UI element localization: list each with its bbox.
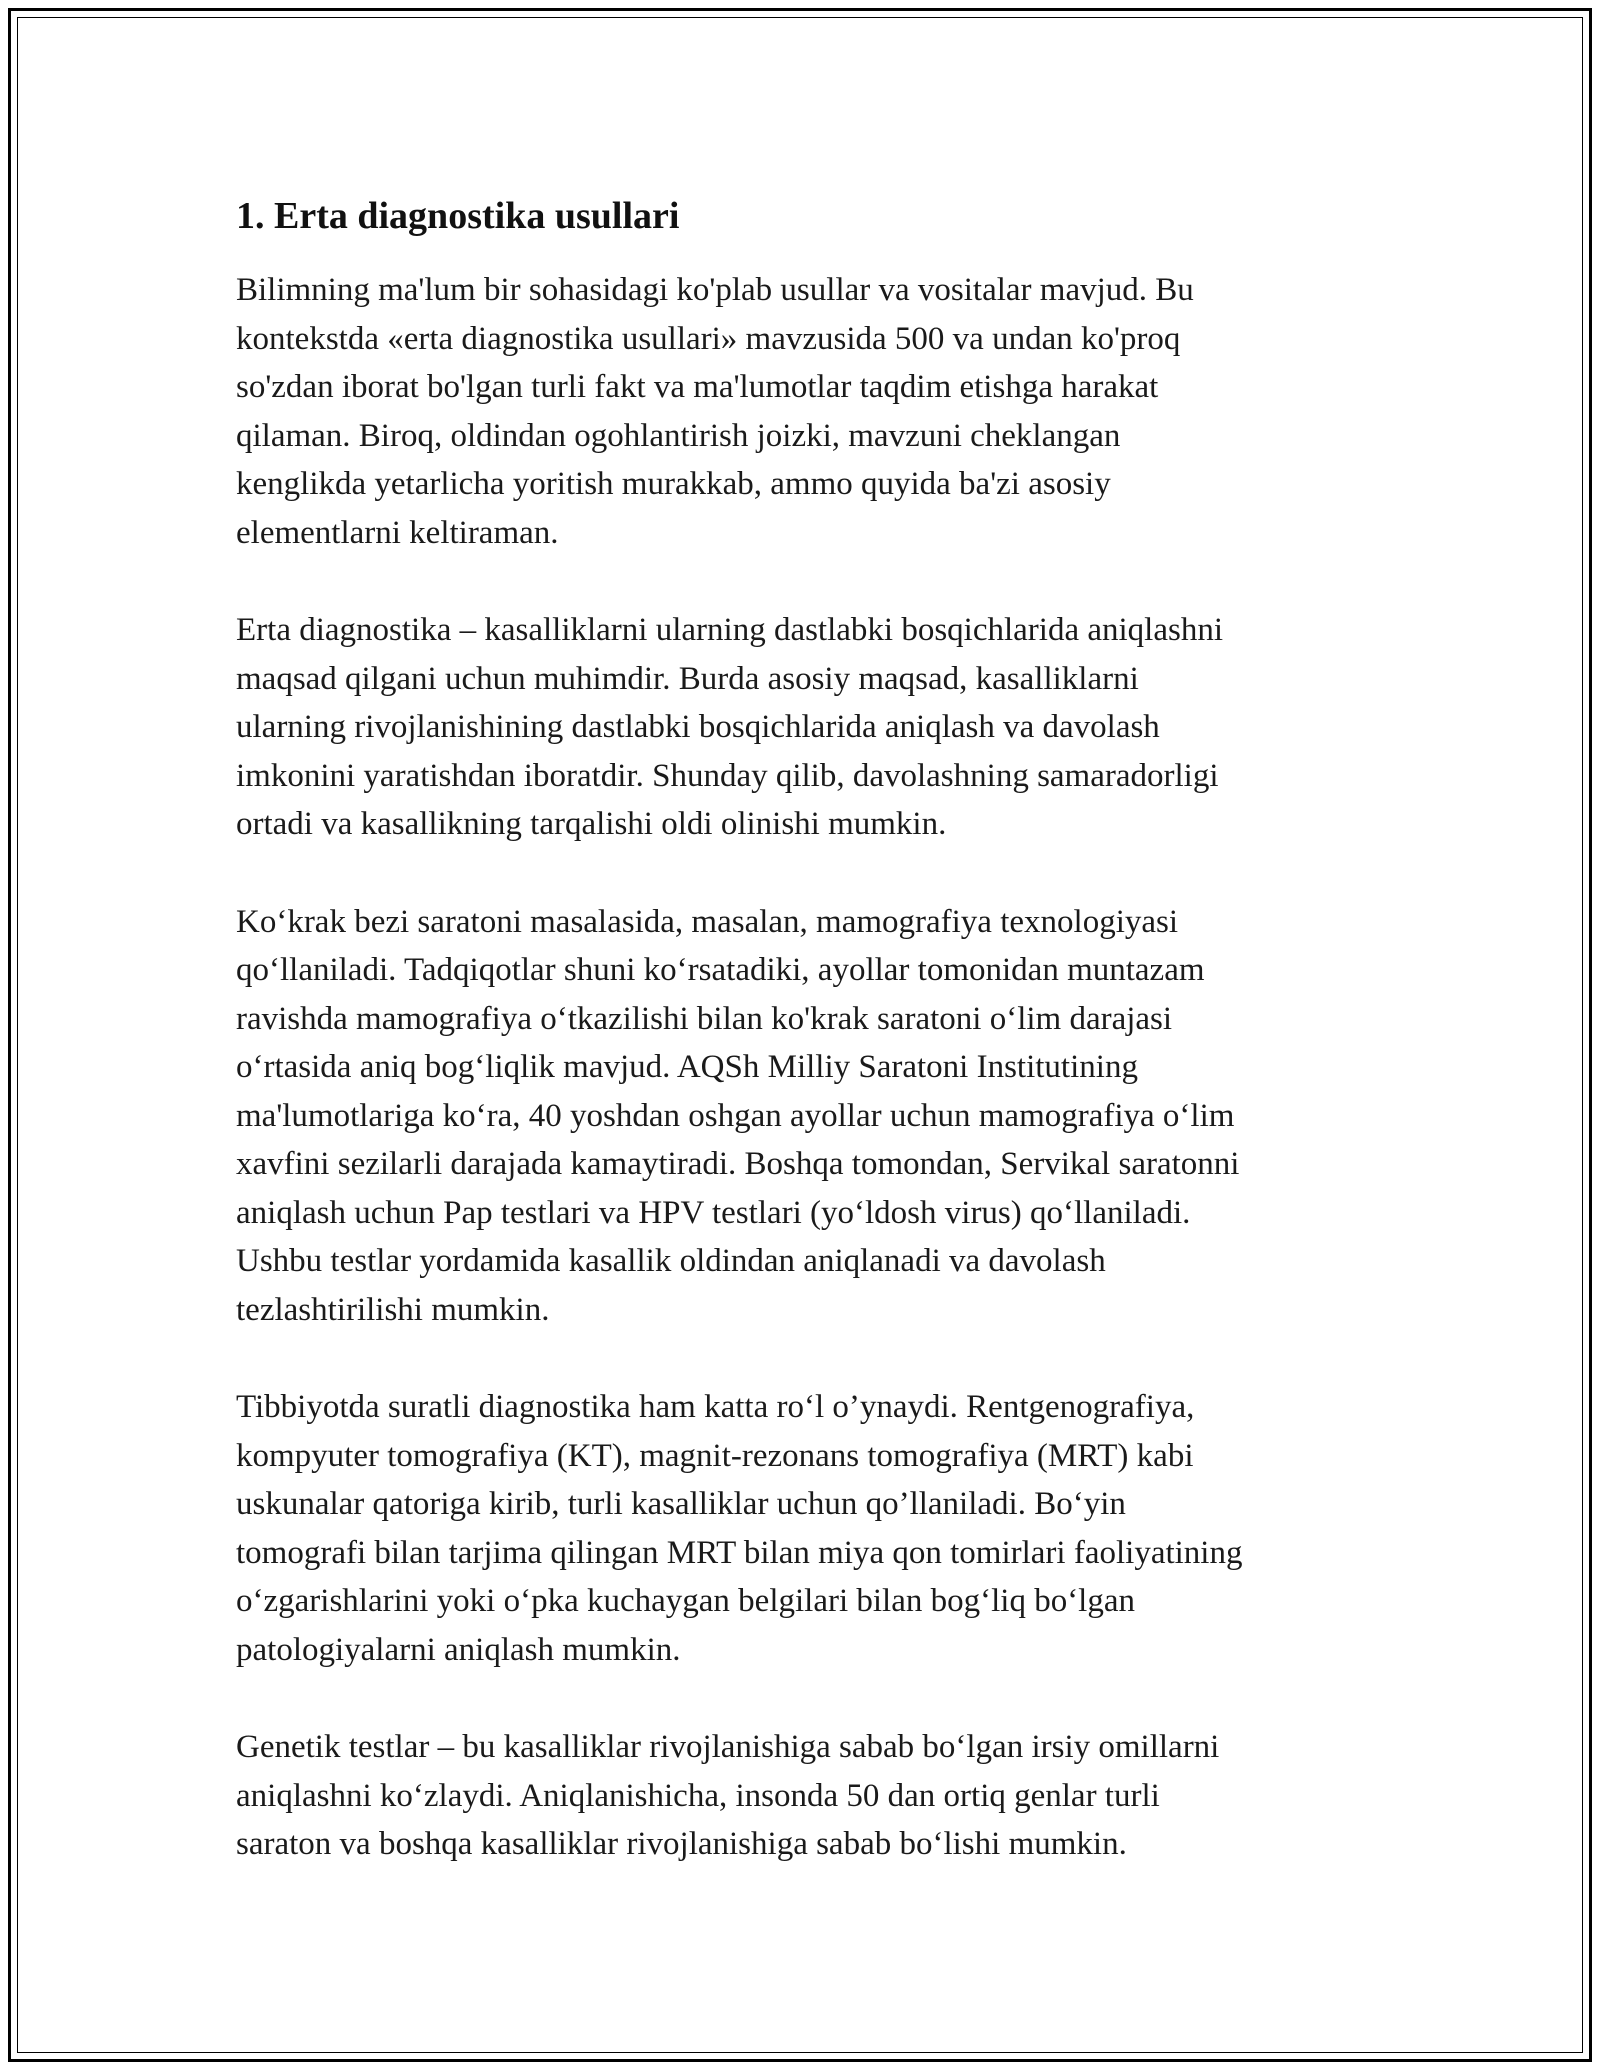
document-body: [236, 188, 1366, 1918]
paragraph-genetic-tests: Genetik testlar – bu kasalliklar rivojlanishiga sabab bo‘lgan irsiy omillarni aniqlashni ko‘zlaydi. Aniqlanishicha, insonda 50 dan ortiq genlar turli saraton va boshqa kasalliklar rivojlanishiga sabab bo‘lishi mumkin.: [236, 1729, 1220, 1862]
paragraph-early-diagnostics: Erta diagnostika – kasalliklarni ularning dastlabki bosqichlarida aniqlashni maqsad qilgani uchun muhimdir. Burda asosiy maqsad, kasalliklarni ularning rivojlanishining dastlabki bosqichlarida aniqlash va davolash imkonini yaratishdan iboratdir. Shunday qilib, davolashning samaradorligi ortadi va kasallikning tarqalishi oldi olinishi mumkin.: [236, 612, 1224, 842]
paragraph-imaging: Tibbiyotda suratli diagnostika ham katta ro‘l o’ynaydi. Rentgenografiya, kompyuter tomografiya (KT), magnit-rezonans tomografiya (MRT) kabi uskunalar qatoriga kirib, turli kasalliklar uchun qo’llaniladi. Bo‘yin tomografi bilan tarjima qilingan MRT bilan miya qon tomirlari faoliyatining o‘zgarishlarini yoki o‘pka kuchaygan belgilari bilan bog‘liq bo‘lgan patologiyalarni aniqlash mumkin.: [236, 1389, 1243, 1668]
paragraph-intro: Bilimning ma'lum bir sohasidagi ko'plab usullar va vositalar mavjud. Bu kontekstda «erta diagnostika usullari» mavzusida 500 va undan ko'proq so'zdan iborat bo'lgan turli fakt va ma'lumotlar taqdim etishga harakat qilaman. Biroq, oldindan ogohlantirish joizki, mavzuni cheklangan kenglikda yetarlicha yoritish murakkab, ammo quyida ba'zi asosiy elementlarni keltiraman.: [236, 272, 1194, 551]
paragraph-breast-cancer: Ko‘krak bezi saratoni masalasida, masalan, mamografiya texnologiyasi qo‘llaniladi. Tadqiqotlar shuni ko‘rsatadiki, ayollar tomonidan muntazam ravishda mamografiya o‘tkazilishi bilan ko'krak saratoni o‘lim darajasi o‘rtasida aniq bog‘liqlik mavjud. AQSh Milliy Saratoni Institutining ma'lumotlariga ko‘ra, 40 yoshdan oshgan ayollar uchun mamografiya o‘lim xavfini sezilarli darajada kamaytiradi. Boshqa tomondan, Servikal saratonni aniqlash uchun Pap testlari va HPV testlari (yo‘ldosh virus) qo‘llaniladi. Ushbu testlar yordamida kasallik oldindan aniqlanadi va davolash tezlashtirilishi mumkin.: [236, 903, 1240, 1328]
section-heading: 1. Erta diagnostika usullari: [236, 195, 680, 237]
